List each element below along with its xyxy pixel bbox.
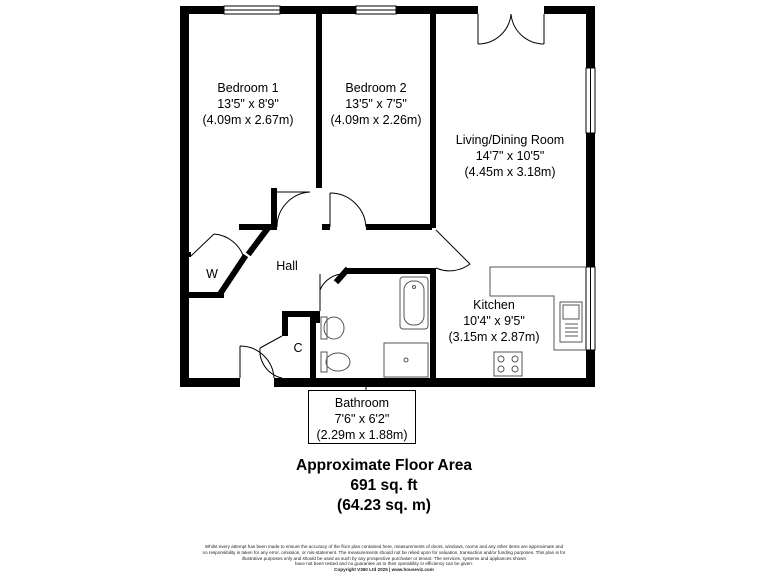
kitchen-metric: (3.15m x 2.87m) <box>448 330 540 344</box>
label-wardrobe <box>200 266 224 282</box>
cupboard-name: C <box>293 341 303 355</box>
label-cupboard <box>288 340 308 356</box>
floor-area-summary <box>0 456 768 516</box>
label-bedroom1 <box>196 80 300 128</box>
disclaimer-line2: no responsibility is taken for any error, omission, or mis-statement. The measurements should not be relied upon for valuation, transaction and/or funding purposes. This plan is for <box>202 549 566 555</box>
kitchen-name: Kitchen <box>473 298 515 312</box>
door-bedroom2 <box>330 193 366 227</box>
shower-tray-icon <box>384 343 428 377</box>
disclaimer-line3: illustrative purposes only and should be used as such by any prospective purchaser or tenant. The services, systems and appliances shown <box>241 555 527 561</box>
bathroom-fixtures <box>321 277 428 377</box>
wall-right-upper <box>586 6 595 68</box>
label-kitchen <box>442 297 546 345</box>
label-bedroom2 <box>322 80 430 128</box>
floor-area-sqft: 691 sq. ft <box>350 477 418 494</box>
interior-walls <box>180 6 436 383</box>
hob-icon <box>494 352 522 376</box>
living-metric: (4.45m x 3.18m) <box>464 165 556 179</box>
door-living <box>436 230 470 271</box>
wall-living-kitchen-lower <box>430 268 436 383</box>
wall-w-top <box>180 252 191 257</box>
floor-area-heading: Approximate Floor Area <box>296 457 472 474</box>
wall-left <box>180 6 189 387</box>
living-imperial: 14'7" x 10'5" <box>475 149 545 163</box>
hall-name: Hall <box>276 259 298 273</box>
copyright-text: Copyright V360 Ltd 2025 | www.houseviz.com <box>334 567 434 573</box>
disclaimer-line4: have not been tested and no guarantee as to their operability or efficiency can be given. <box>294 561 474 567</box>
toilet-icon <box>321 352 350 372</box>
bedroom2-imperial: 13'5" x 7'5" <box>345 97 407 111</box>
wall-diagonal-bath <box>338 271 346 280</box>
door-french <box>478 14 544 44</box>
door-cupboard <box>260 336 282 378</box>
wardrobe-name: W <box>206 267 218 281</box>
wall-bath-left-top <box>316 311 320 323</box>
disclaimer-line1: Whilst every attempt has been made to ensure the accuracy of the floor plan contained here, measurements of doors, windows, rooms and any other items are approximate and <box>204 544 564 549</box>
label-bathroom <box>308 395 416 443</box>
wall-bath-top <box>346 268 436 274</box>
disclaimer <box>150 544 618 573</box>
bathroom-name: Bathroom <box>334 396 390 410</box>
label-living <box>445 132 575 180</box>
door-entrance <box>240 346 274 378</box>
label-hall <box>270 258 304 274</box>
bedroom1-metric: (4.09m x 2.67m) <box>202 113 294 127</box>
wall-bed2-bottom-right <box>366 224 432 230</box>
bedroom1-name: Bedroom 1 <box>217 81 279 95</box>
bathroom-imperial: 7'6" x 6'2" <box>334 412 390 426</box>
door-wardrobe <box>191 234 244 258</box>
wall-right-mid <box>586 133 595 267</box>
bathroom-metric: (2.29m x 1.88m) <box>316 428 408 442</box>
bedroom1-imperial: 13'5" x 8'9" <box>217 97 279 111</box>
wall-top-right1 <box>396 6 478 14</box>
basin-icon <box>321 317 344 339</box>
wall-bed1-hall-stub <box>271 188 277 230</box>
floor-area-sqm: (64.23 sq. m) <box>337 497 431 514</box>
door-bedroom1 <box>277 192 310 227</box>
living-name: Living/Dining Room <box>455 133 565 147</box>
wall-cupboard-left <box>282 311 288 336</box>
wall-bed2-bottom <box>322 224 330 230</box>
kitchen-imperial: 10'4" x 9'5" <box>463 314 525 328</box>
wall-bottom-left <box>180 378 240 387</box>
wall-cupboard-right <box>310 311 316 381</box>
wall-diagonal-hall <box>250 228 268 252</box>
wall-bed2-living <box>430 6 436 228</box>
bedroom2-metric: (4.09m x 2.26m) <box>330 113 422 127</box>
bedroom2-name: Bedroom 2 <box>345 81 407 95</box>
